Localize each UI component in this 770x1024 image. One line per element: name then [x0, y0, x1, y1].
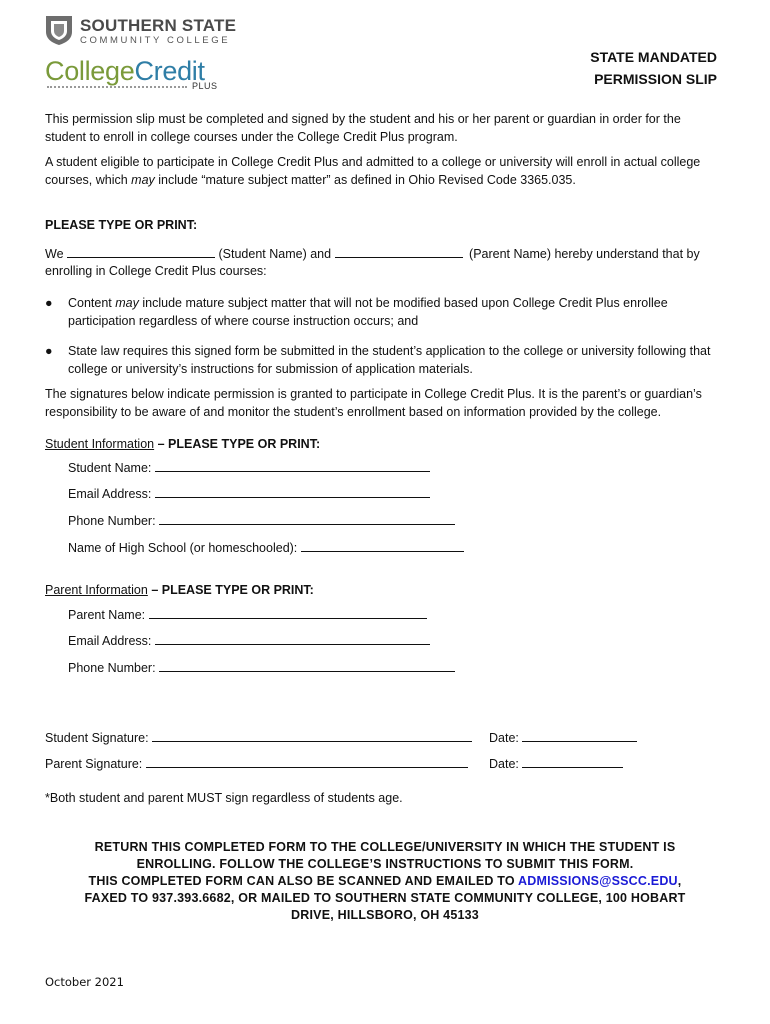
bullet-text: State law requires this signed form be submitted in the student’s application to the college or university following that college or university’s instructions for submission of application materials.	[68, 344, 711, 376]
intro-p2-b: include “mature subject matter” as defined in Ohio Revised Code 3365.035.	[154, 173, 576, 187]
title-line-2: PERMISSION SLIP	[594, 71, 717, 87]
student-email-label: Email Address:	[68, 487, 152, 501]
student-date-field	[489, 730, 637, 745]
bullet-item	[45, 342, 725, 378]
parent-signature-input[interactable]	[146, 756, 468, 768]
ccp-word-credit: Credit	[134, 56, 205, 86]
admissions-email-link[interactable]: ADMISSIONS@SSCC.EDU	[518, 874, 678, 888]
parent-email-label: Email Address:	[68, 634, 152, 648]
bullet-item	[45, 294, 725, 330]
return-line-1: RETURN THIS COMPLETED FORM TO THE COLLEGE/UNIVERSITY IN WHICH THE STUDENT IS	[94, 840, 676, 854]
student-date-label: Date:	[489, 731, 519, 745]
parent-info-heading-underlined: Parent Information	[45, 583, 148, 597]
return-line-3-a: THIS COMPLETED FORM CAN ALSO BE SCANNED AND EMAILED TO	[88, 874, 519, 888]
parent-signature-label: Parent Signature:	[45, 757, 143, 771]
student-signature-field	[45, 730, 472, 745]
ccp-plus: PLUS	[192, 81, 218, 91]
student-phone-field	[68, 513, 455, 528]
student-info-heading-rest: – PLEASE TYPE OR PRINT:	[154, 437, 321, 451]
student-name-blank[interactable]	[67, 246, 215, 258]
high-school-field	[68, 540, 464, 555]
intro-paragraph-2	[45, 153, 725, 189]
we-statement	[45, 246, 725, 261]
student-signature-input[interactable]	[152, 730, 472, 742]
student-name-label: (Student Name) and	[218, 247, 332, 261]
student-info-heading	[45, 435, 725, 453]
return-line-4: FAXED TO 937.393.6682, OR MAILED TO SOUTHERN STATE COMMUNITY COLLEGE, 100 HOBART	[84, 891, 686, 905]
student-name-field	[68, 460, 430, 475]
parent-phone-field	[68, 660, 455, 675]
student-name-input[interactable]	[155, 460, 430, 472]
title-line-1: STATE MANDATED	[590, 49, 717, 65]
parent-info-heading-rest: – PLEASE TYPE OR PRINT:	[147, 583, 314, 597]
parent-date-field	[489, 756, 623, 771]
college-name: SOUTHERN STATE	[80, 16, 237, 35]
return-instructions	[40, 839, 730, 924]
parent-name-input[interactable]	[149, 607, 427, 619]
intro-paragraph-1: This permission slip must be completed and signed by the student and his or her parent or guardian in order for the student to enroll in college courses under the College Credit Plus program.	[45, 112, 681, 144]
return-line-5: DRIVE, HILLSBORO, OH 45133	[291, 908, 479, 922]
bullet-text	[68, 294, 728, 330]
college-subname: COMMUNITY COLLEGE	[80, 35, 231, 46]
shield-logo-icon	[44, 14, 74, 46]
intro-p2-a: A student eligible to participate in College Credit Plus and admitted to a college or university will enroll in actual college courses, which	[45, 155, 701, 187]
return-line-3	[40, 873, 730, 890]
student-email-input[interactable]	[155, 486, 430, 498]
document-title	[590, 46, 717, 90]
bullet-1-a: Content	[68, 296, 116, 310]
parent-signature-field	[45, 756, 468, 771]
parent-date-input[interactable]	[522, 756, 623, 768]
footer-date: October 2021	[45, 975, 124, 989]
bullet-1-b: include mature subject matter that will not be modified based upon College Credit Plus enrollee participation regardless of where course instruction occurs; and	[68, 296, 668, 328]
student-date-input[interactable]	[522, 730, 637, 742]
parent-name-field-label: Parent Name:	[68, 608, 146, 622]
bullet-dot-icon: ●	[45, 296, 53, 310]
parent-name-blank[interactable]	[335, 246, 463, 258]
high-school-label: Name of High School (or homeschooled):	[68, 541, 298, 555]
parent-info-heading	[45, 581, 725, 599]
bullet-dot-icon: ●	[45, 344, 53, 358]
signature-note: *Both student and parent MUST sign regardless of students age.	[45, 791, 403, 805]
return-line-3-b: ,	[677, 874, 682, 888]
student-phone-label: Phone Number:	[68, 514, 156, 528]
please-type-heading: PLEASE TYPE OR PRINT:	[45, 218, 198, 232]
intro-p2-em: may	[131, 173, 155, 187]
student-signature-label: Student Signature:	[45, 731, 149, 745]
ccp-wordmark	[45, 56, 205, 87]
bullet-1-em: may	[115, 296, 139, 310]
return-line-2: ENROLLING. FOLLOW THE COLLEGE’S INSTRUCTIONS TO SUBMIT THIS FORM.	[136, 857, 634, 871]
ccp-word-college: College	[45, 56, 135, 86]
parent-name-field	[68, 607, 427, 622]
parent-phone-label: Phone Number:	[68, 661, 156, 675]
parent-phone-input[interactable]	[159, 660, 455, 672]
we-word: We	[45, 247, 64, 261]
parent-date-label: Date:	[489, 757, 519, 771]
we-statement-line-2: enrolling in College Credit Plus courses:	[45, 264, 267, 278]
parent-email-field	[68, 633, 430, 648]
student-email-field	[68, 486, 430, 501]
sscc-logo	[44, 14, 237, 48]
student-info-heading-underlined: Student Information	[45, 437, 155, 451]
college-credit-plus-logo	[45, 56, 225, 96]
high-school-input[interactable]	[301, 540, 464, 552]
student-phone-input[interactable]	[159, 513, 455, 525]
student-name-field-label: Student Name:	[68, 461, 152, 475]
signatures-paragraph: The signatures below indicate permission is granted to participate in College Credit Plus. It is the parent’s or guardian’s responsibility to be aware of and monitor the student’s enrollment based on information provided by the college.	[45, 387, 702, 419]
parent-email-input[interactable]	[155, 633, 430, 645]
parent-name-label: (Parent Name) hereby understand that by	[469, 247, 700, 261]
ccp-dotted-rule	[47, 86, 187, 89]
